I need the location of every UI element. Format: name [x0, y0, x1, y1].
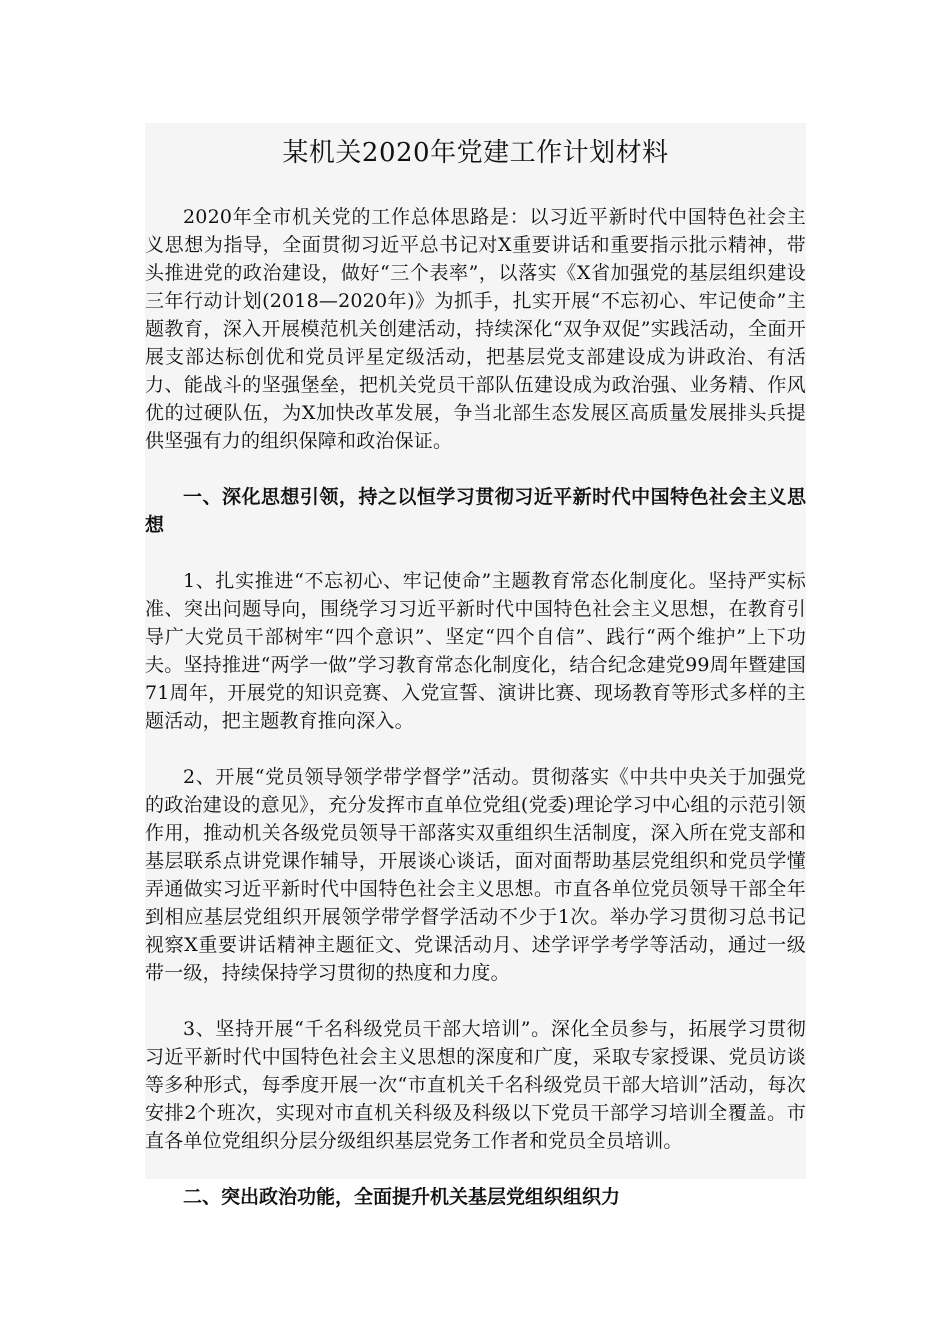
paragraph-item-3: 3、坚持开展“千名科级党员干部大培训”。深化全员参与，拓展学习贯彻习近平新时代中国特色社会主义思想的深度和广度，采取专家授课、党员访谈等多种形式，每季度开展一次“市直机关千名科级党员干部大培训”活动，每次安排2个班次，实现对市直机关科级及科级以下党员干部学习培训全覆盖。市直各单位党组织分层分级组织基层党务工作者和党员全员培训。	[145, 1018, 806, 1152]
paragraph-item-1: 1、扎实推进“不忘初心、牢记使命”主题教育常态化制度化。坚持严实标准、突出问题导向，围绕学习习近平新时代中国特色社会主义思想，在教育引导广大党员干部树牢“四个意识”、坚定“四个自信”、践行“两个维护”上下功夫。坚持推进“两学一做”学习教育常态化制度化，结合纪念建党99周年暨建国71周年，开展党的知识竞赛、入党宣誓、演讲比赛、现场教育等形式多样的主题活动，把主题教育推向深入。	[145, 570, 806, 732]
document-page	[145, 123, 806, 1208]
section-heading-1: 一、深化思想引领，持之以恒学习贯彻习近平新时代中国特色社会主义思想	[145, 486, 806, 536]
section-heading-2: 二、突出政治功能，全面提升机关基层党组织组织力	[183, 1186, 621, 1208]
paragraph-item-2: 2、开展“党员领导领学带学督学”活动。贯彻落实《中共中央关于加强党的政治建设的意见》，充分发挥市直单位党组(党委)理论学习中心组的示范引领作用，推动机关各级党员领导干部落实双重组织生活制度，深入所在党支部和基层联系点讲党课作辅导，开展谈心谈话，面对面帮助基层党组织和党员学懂弄通做实习近平新时代中国特色社会主义思想。市直各单位党员领导干部全年到相应基层党组织开展领学带学督学活动不少于1次。举办学习贯彻习总书记视察X重要讲话精神主题征文、党课活动月、述学评学考学等活动，通过一级带一级，持续保持学习贯彻的热度和力度。	[145, 766, 806, 984]
intro-paragraph: 2020年全市机关党的工作总体思路是：以习近平新时代中国特色社会主义思想为指导，全面贯彻习近平总书记对X重要讲话和重要指示批示精神，带头推进党的政治建设，做好“三个表率”，以落实《X省加强党的基层组织建设三年行动计划(2018—2020年)》为抓手，扎实开展“不忘初心、牢记使命”主题教育，深入开展模范机关创建活动，持续深化“双争双促”实践活动，全面开展支部达标创优和党员评星定级活动，把基层党支部建设成为讲政治、有活力、能战斗的坚强堡垒，把机关党员干部队伍建设成为政治强、业务精、作风优的过硬队伍，为X加快改革发展，争当北部生态发展区高质量发展排头兵提供坚强有力的组织保障和政治保证。	[145, 206, 806, 452]
document-title: 某机关2020年党建工作计划材料	[282, 138, 669, 168]
